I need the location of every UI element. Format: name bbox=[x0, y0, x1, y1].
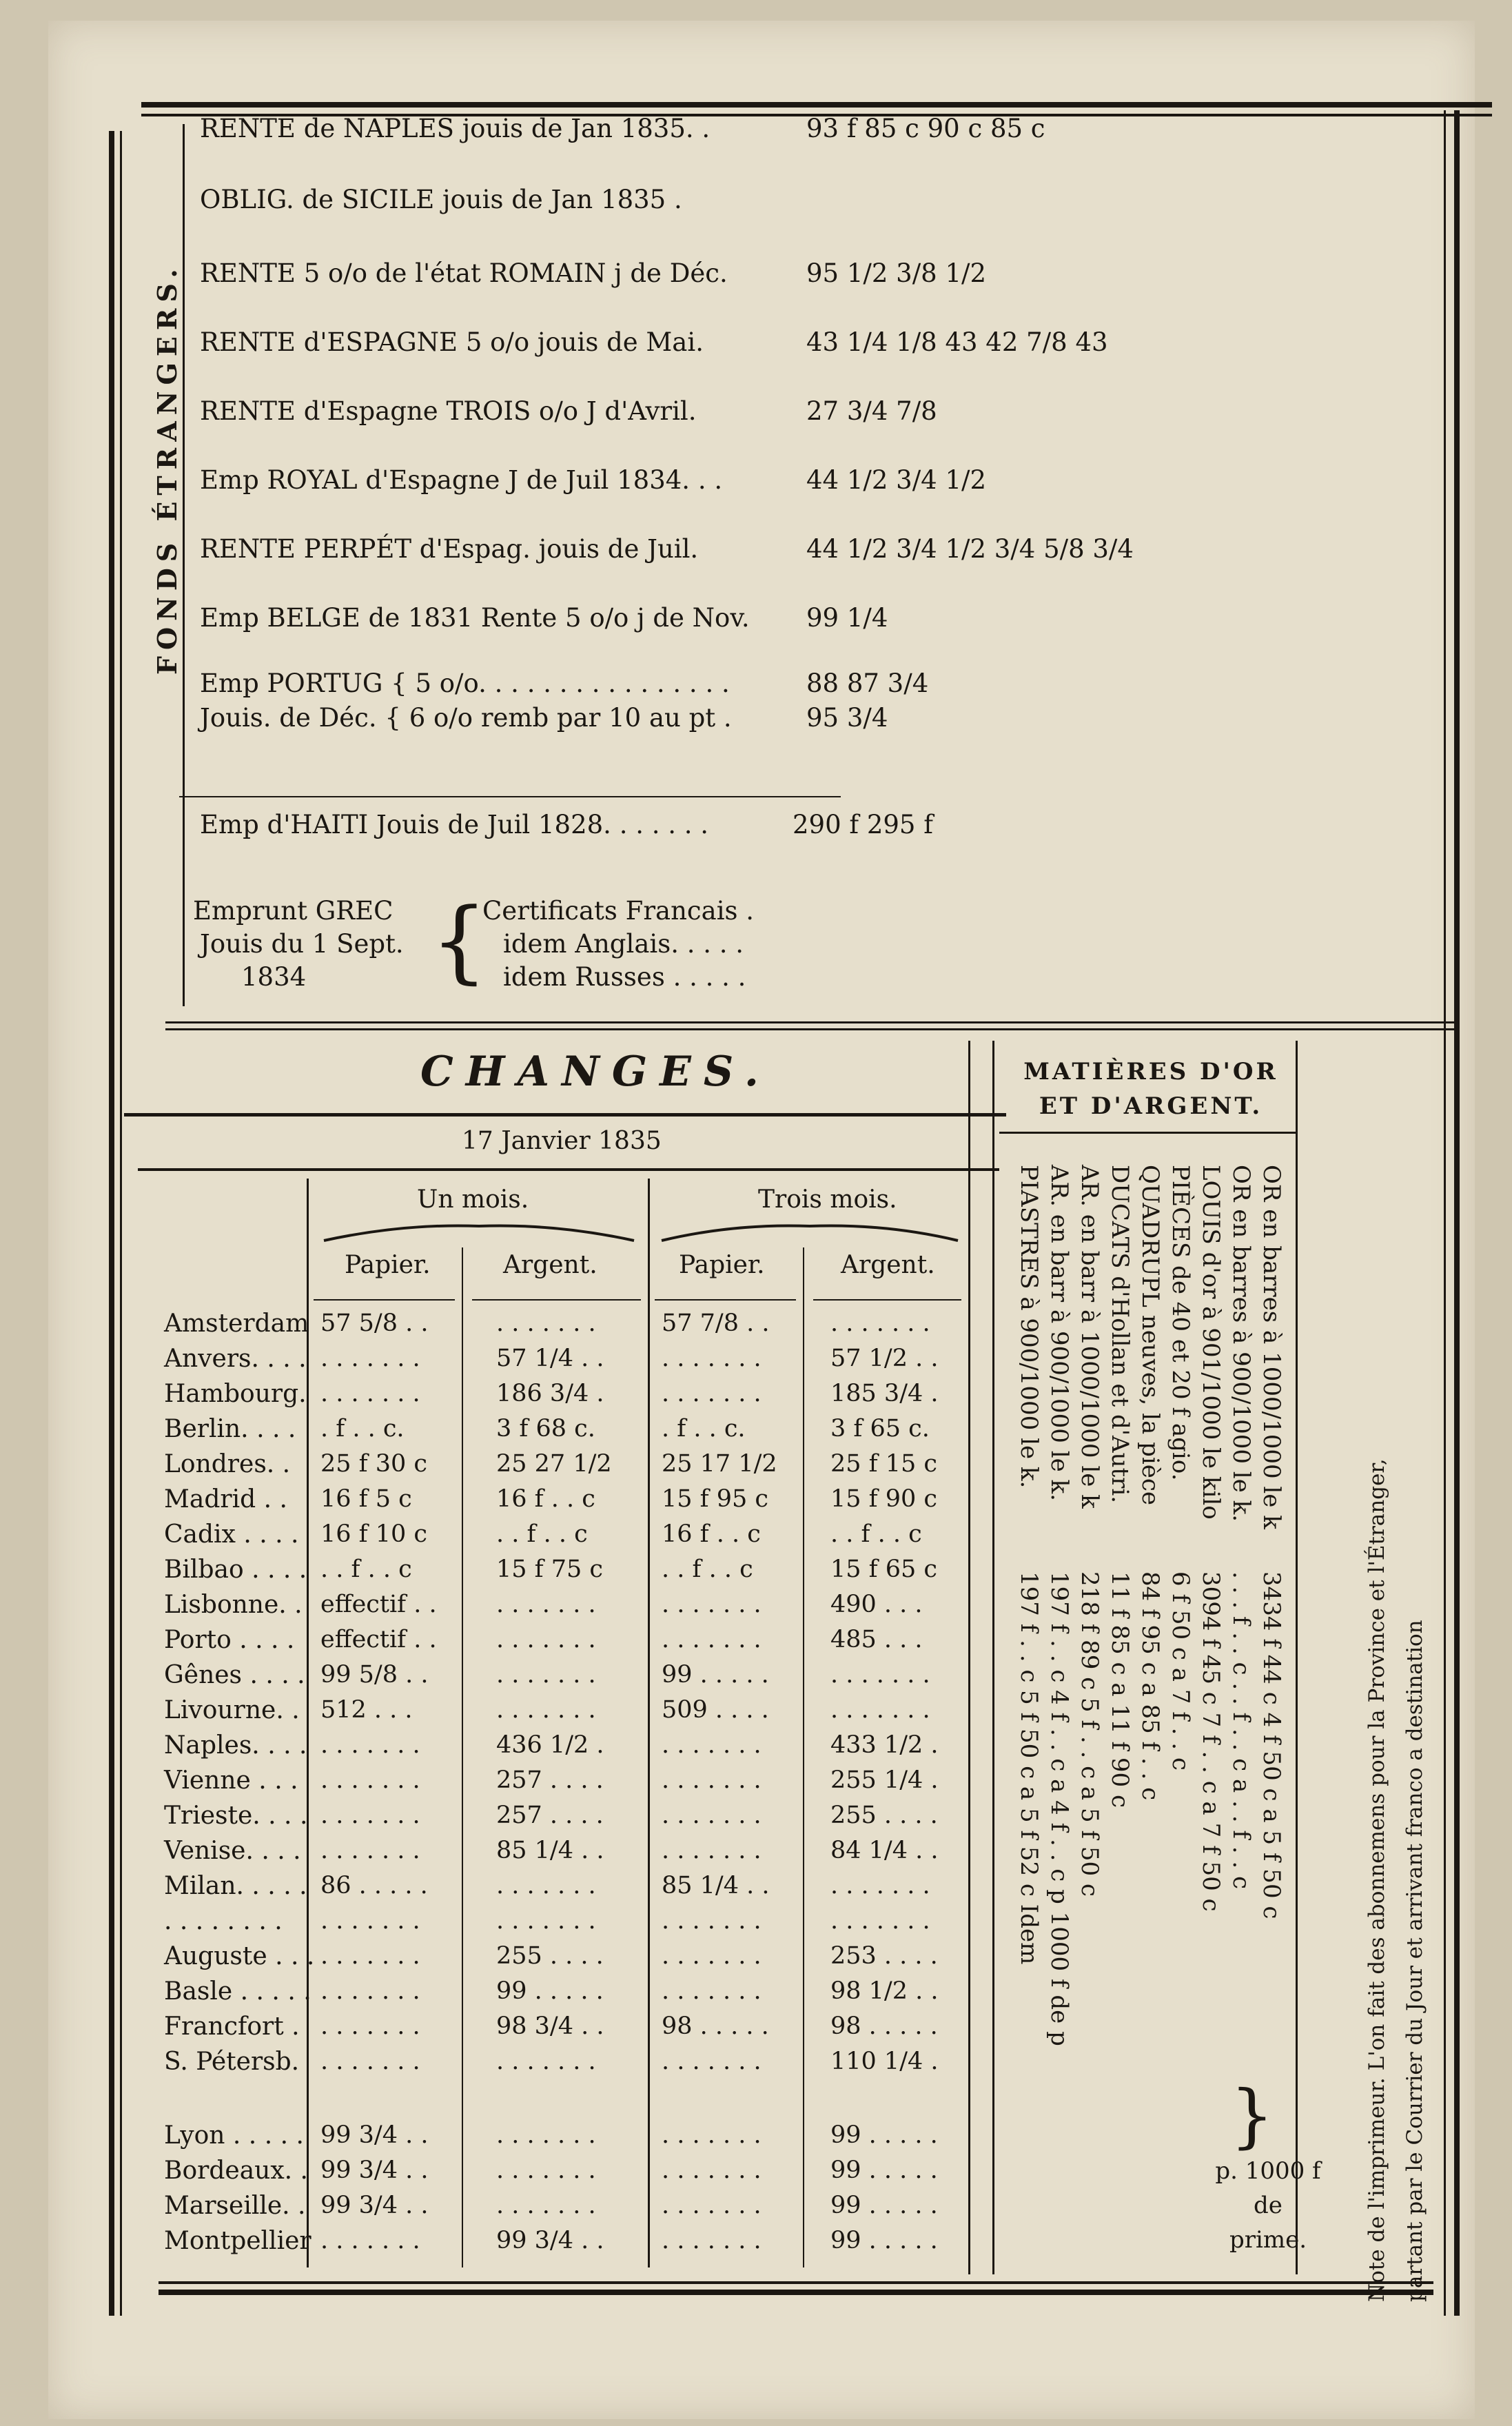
exchange-city: Milan. . . . . bbox=[164, 1872, 307, 1900]
exchange-city: Lisbonne. . bbox=[164, 1591, 303, 1619]
exchange-cell: effectif . . bbox=[320, 1591, 437, 1618]
matieres-title-1: MATIÈRES D'OR bbox=[1023, 1058, 1278, 1085]
exchange-city: Bordeaux. . bbox=[164, 2157, 308, 2185]
col-rule-7 bbox=[1296, 1041, 1298, 2274]
exchange-city: Vienne . . . bbox=[164, 1766, 298, 1795]
fonds-row-quote: 93 f 85 c 90 c 85 c bbox=[806, 114, 1045, 143]
exchange-cell: . . f . . c bbox=[830, 1520, 922, 1548]
exchange-cell: . . . . . . . bbox=[662, 2157, 762, 2184]
grec-item-3: idem Russes . . . . . bbox=[503, 962, 746, 992]
bottom-double-rule-b bbox=[159, 2290, 1433, 2295]
fonds-row-quote: 95 1/2 3/8 1/2 bbox=[806, 258, 987, 288]
exchange-cell: . . . . . . . bbox=[320, 1977, 420, 2005]
grec-line3: 1834 bbox=[241, 962, 307, 992]
exchange-cell: . . . . . . . bbox=[662, 1345, 762, 1372]
fonds-etrangers-label: FONDS ÉTRANGERS. bbox=[152, 263, 183, 675]
exchange-cell: 255 1/4 . bbox=[830, 1766, 939, 1794]
fonds-row-label: OBLIG. de SICILE jouis de Jan 1835 . bbox=[200, 185, 682, 214]
exchange-cell: 16 f 5 c bbox=[320, 1485, 412, 1513]
exchange-cell: 255 . . . . bbox=[496, 1942, 604, 1970]
matieres-title-rule bbox=[999, 1132, 1296, 1134]
grec-brace: { bbox=[431, 888, 488, 993]
exchange-cell: 15 f 90 c bbox=[830, 1485, 938, 1513]
exchange-city: Montpellier bbox=[164, 2227, 311, 2255]
exchange-cell: 85 1/4 . . bbox=[496, 1837, 604, 1864]
matiere-label: AR. en barr à 900/1000 le k. bbox=[1045, 1165, 1073, 1501]
exchange-cell: 99 5/8 . . bbox=[320, 1661, 429, 1689]
exchange-cell: 99 3/4 . . bbox=[320, 2157, 429, 2184]
exchange-cell: 25 27 1/2 bbox=[496, 1450, 612, 1478]
trois-mois-flourish-path bbox=[662, 1225, 958, 1241]
grec-item-2: idem Anglais. . . . . bbox=[503, 929, 744, 959]
exchange-cell: 257 . . . . bbox=[496, 1802, 604, 1829]
fonds-row-quote: 95 3/4 bbox=[806, 703, 888, 733]
papier-rule-1 bbox=[314, 1299, 455, 1301]
trois-mois-flourish bbox=[658, 1216, 961, 1244]
exchange-cell: . . . . . . . bbox=[830, 1907, 930, 1935]
exchange-cell: 185 3/4 . bbox=[830, 1380, 939, 1407]
exchange-cell: . . . . . . . bbox=[496, 1872, 596, 1899]
matiere-label: OR en barres à 900/1000 le k. bbox=[1227, 1165, 1255, 1522]
exchange-cell: 16 f . . c bbox=[496, 1485, 595, 1513]
exchange-cell: 99 3/4 . . bbox=[320, 2192, 429, 2219]
exchange-cell: 509 . . . . bbox=[662, 1696, 769, 1724]
argent-header-2: Argent. bbox=[841, 1251, 935, 1279]
exchange-cell: . . . . . . . bbox=[662, 1942, 762, 1970]
exchange-cell: . . . . . . . bbox=[320, 2227, 420, 2254]
exchange-city: Cadix . . . . bbox=[164, 1520, 299, 1549]
exchange-cell: 25 f 30 c bbox=[320, 1450, 428, 1478]
argent-rule-1 bbox=[472, 1299, 641, 1301]
exchange-cell: 25 f 15 c bbox=[830, 1450, 938, 1478]
matiere-value: 218 f 89 c 5 f . . c a 5 f 50 c bbox=[1076, 1571, 1103, 1897]
exchange-cell: 57 7/8 . . bbox=[662, 1309, 770, 1337]
exchange-cell: 15 f 95 c bbox=[662, 1485, 769, 1513]
fonds-row-quote: 43 1/4 1/8 43 42 7/8 43 bbox=[806, 327, 1108, 357]
exchange-cell: 99 3/4 . . bbox=[496, 2227, 604, 2254]
exchange-cell: . . . . . . . bbox=[320, 1837, 420, 1864]
exchange-cell: 99 . . . . . bbox=[830, 2227, 938, 2254]
exchange-cell: . . . . . . . bbox=[662, 1766, 762, 1794]
exchange-cell: 436 1/2 . bbox=[496, 1731, 604, 1759]
exchange-cell: 98 1/2 . . bbox=[830, 1977, 939, 2005]
exchange-cell: 99 . . . . . bbox=[496, 1977, 604, 2005]
exchange-cell: 86 . . . . . bbox=[320, 1872, 428, 1899]
exchange-cell: . . . . . . . bbox=[496, 1591, 596, 1618]
fonds-row-label: Emp ROYAL d'Espagne J de Juil 1834. . . bbox=[200, 465, 723, 495]
matiere-value: 3434 f 44 c 4 f 50 c a 5 f 50 c bbox=[1258, 1571, 1285, 1919]
papier-rule-2 bbox=[655, 1299, 796, 1301]
right-frame-rule-b bbox=[1444, 110, 1446, 2316]
grec-line2: Jouis du 1 Sept. bbox=[200, 929, 404, 959]
exchange-city: Francfort . bbox=[164, 2012, 300, 2041]
exchange-cell: 99 . . . . . bbox=[830, 2157, 938, 2184]
matiere-value: 84 f 95 c a 85 f . . c bbox=[1136, 1571, 1164, 1801]
exchange-cell: . . f . . c bbox=[496, 1520, 588, 1548]
exchange-cell: . . . . . . . bbox=[496, 2121, 596, 2149]
fonds-row-quote: 44 1/2 3/4 1/2 3/4 5/8 3/4 bbox=[806, 534, 1134, 564]
exchange-cell: . . . . . . . bbox=[320, 1345, 420, 1372]
trois-mois-header: Trois mois. bbox=[758, 1185, 897, 1214]
exchange-cell: 3 f 68 c. bbox=[496, 1415, 595, 1443]
papier-header-1: Papier. bbox=[345, 1251, 431, 1279]
changes-title: CHANGES. bbox=[420, 1048, 771, 1096]
exchange-city: Livourne. . bbox=[164, 1696, 300, 1724]
exchange-city: Auguste . . . bbox=[164, 1942, 315, 1970]
exchange-cell: 3 f 65 c. bbox=[830, 1415, 930, 1443]
exchange-cell: . . . . . . . bbox=[662, 2121, 762, 2149]
exchange-city: Gênes . . . . bbox=[164, 1661, 305, 1689]
exchange-city: Naples. . . . bbox=[164, 1731, 307, 1760]
matiere-label: OR en barres à 1000/1000 le k bbox=[1258, 1165, 1285, 1529]
exchange-city: Marseille. . bbox=[164, 2192, 306, 2220]
fonds-row-quote: 88 87 3/4 bbox=[806, 669, 929, 698]
papier-header-2: Papier. bbox=[679, 1251, 765, 1279]
exchange-cell: . . . . . . . bbox=[496, 2192, 596, 2219]
fonds-row-label: RENTE de NAPLES jouis de Jan 1835. . bbox=[200, 114, 711, 143]
fonds-row-label: RENTE PERPÉT d'Espag. jouis de Juil. bbox=[200, 534, 699, 564]
fonds-row-label: Jouis. de Déc. { 6 o/o remb par 10 au pt . bbox=[200, 703, 732, 733]
exchange-cell: 490 . . . bbox=[830, 1591, 923, 1618]
fonds-row-label: RENTE 5 o/o de l'état ROMAIN j de Déc. bbox=[200, 258, 728, 288]
exchange-cell: . . . . . . . bbox=[320, 1942, 420, 1970]
matiere-value: 197 f . . c 4 f . . c a 4 f . . c p 1000 f de p bbox=[1045, 1571, 1073, 2046]
exchange-cell: . . . . . . . bbox=[496, 1661, 596, 1689]
exchange-cell: 57 1/2 . . bbox=[830, 1345, 939, 1372]
exchange-city: Porto . . . . bbox=[164, 1626, 295, 1654]
argent-header-1: Argent. bbox=[503, 1251, 597, 1279]
exchange-cell: . . . . . . . bbox=[662, 2227, 762, 2254]
exchange-cell: 99 . . . . . bbox=[830, 2121, 938, 2149]
matiere-label: PIASTRES à 900/1000 le k. bbox=[1015, 1165, 1043, 1489]
exchange-cell: 512 . . . bbox=[320, 1696, 413, 1724]
prime-line2: de bbox=[1254, 2192, 1283, 2219]
exchange-cell: . . . . . . . bbox=[496, 1626, 596, 1653]
exchange-cell: . . f . . c bbox=[662, 1556, 753, 1583]
exchange-city: Amsterdam bbox=[164, 1309, 309, 1338]
fonds-row-quote: 44 1/2 3/4 1/2 bbox=[806, 465, 987, 495]
matiere-value: 6 f 50 c a 7 f . . c bbox=[1167, 1571, 1194, 1771]
exchange-cell: . f . . c. bbox=[320, 1415, 405, 1443]
date-rule bbox=[138, 1168, 999, 1171]
exchange-cell: 98 3/4 . . bbox=[496, 2012, 604, 2040]
exchange-city: Berlin. . . . bbox=[164, 1415, 296, 1443]
exchange-city: Londres. . bbox=[164, 1450, 291, 1478]
exchange-cell: . . . . . . . bbox=[830, 1309, 930, 1337]
haiti-top-rule bbox=[179, 796, 841, 797]
exchange-cell: . . . . . . . bbox=[496, 1907, 596, 1935]
left-frame-rule-b bbox=[120, 131, 122, 2316]
grec-line1: Emprunt GREC bbox=[193, 896, 394, 926]
fonds-row-quote: 27 3/4 7/8 bbox=[806, 396, 937, 426]
matiere-value: 197 f . . c 5 f 50 c a 5 f 52 c Idem bbox=[1015, 1571, 1043, 1965]
exchange-city: Bilbao . . . . bbox=[164, 1556, 307, 1584]
exchange-cell: 255 . . . . bbox=[830, 1802, 938, 1829]
exchange-city: Lyon . . . . . bbox=[164, 2121, 304, 2150]
exchange-cell: 25 17 1/2 bbox=[662, 1450, 777, 1478]
exchange-city: Anvers. . . . bbox=[164, 1345, 307, 1373]
matiere-value: . . . f . . c . . f . . c a . . f . . c bbox=[1227, 1571, 1255, 1889]
exchange-cell: . . f . . c bbox=[320, 1556, 412, 1583]
exchange-cell: . . . . . . . bbox=[496, 2157, 596, 2184]
exchange-cell: . . . . . . . bbox=[662, 1626, 762, 1653]
exchange-cell: . f . . c. bbox=[662, 1415, 746, 1443]
fonds-divider-rule bbox=[183, 124, 185, 1006]
exchange-cell: . . . . . . . bbox=[320, 1731, 420, 1759]
col-rule-4 bbox=[803, 1247, 804, 2267]
exchange-cell: 15 f 75 c bbox=[496, 1556, 604, 1583]
fonds-row-label: Emp d'HAITI Jouis de Juil 1828. . . . . . . bbox=[200, 810, 709, 839]
prime-brace: } bbox=[1230, 2075, 1274, 2156]
fonds-row-label: Emp BELGE de 1831 Rente 5 o/o j de Nov. bbox=[200, 603, 750, 633]
exchange-cell: 16 f . . c bbox=[662, 1520, 761, 1548]
changes-title-rule bbox=[124, 1113, 1006, 1117]
matiere-label: LOUIS d'or à 901/1000 le kilo bbox=[1197, 1165, 1225, 1520]
right-frame-rule-a bbox=[1454, 110, 1460, 2316]
note-line-2: partant par le Courrier du Jour et arrivant franco a destination bbox=[1402, 1620, 1427, 2302]
fonds-row-label: RENTE d'ESPAGNE 5 o/o jouis de Mai. bbox=[200, 327, 704, 357]
exchange-cell: . . . . . . . bbox=[662, 1907, 762, 1935]
exchange-cell: . . . . . . . bbox=[662, 1977, 762, 2005]
exchange-cell: effectif . . bbox=[320, 1626, 437, 1653]
exchange-cell: . . . . . . . bbox=[662, 1380, 762, 1407]
col-rule-1 bbox=[307, 1179, 309, 2267]
exchange-city: Venise. . . . bbox=[164, 1837, 301, 1865]
exchange-cell: . . . . . . . bbox=[662, 1731, 762, 1759]
exchange-cell: . . . . . . . bbox=[496, 2048, 596, 2075]
matiere-label: DUCATS d'Hollan et d'Autri. bbox=[1106, 1165, 1134, 1504]
fonds-row-quote: 290 f 295 f bbox=[793, 810, 933, 839]
exchange-cell: 16 f 10 c bbox=[320, 1520, 428, 1548]
exchange-cell: . . . . . . . bbox=[320, 1380, 420, 1407]
exchange-cell: 485 . . . bbox=[830, 1626, 923, 1653]
exchange-cell: . . . . . . . bbox=[320, 1907, 420, 1935]
exchange-cell: . . . . . . . bbox=[662, 1591, 762, 1618]
changes-date: 17 Janvier 1835 bbox=[462, 1127, 662, 1155]
matieres-title-2: ET D'ARGENT. bbox=[1039, 1092, 1263, 1120]
col-rule-5 bbox=[968, 1041, 970, 2274]
exchange-cell: . . . . . . . bbox=[830, 1696, 930, 1724]
exchange-cell: . . . . . . . bbox=[662, 2192, 762, 2219]
exchange-cell: 57 5/8 . . bbox=[320, 1309, 429, 1337]
matiere-value: 3094 f 45 c 7 f . . c a 7 f 50 c bbox=[1197, 1571, 1225, 1912]
exchange-cell: . . . . . . . bbox=[320, 2048, 420, 2075]
exchange-cell: . . . . . . . bbox=[662, 1837, 762, 1864]
changes-top-rule-a bbox=[165, 1021, 1454, 1023]
exchange-city: . . . . . . . . bbox=[164, 1907, 283, 1935]
exchange-cell: . . . . . . . bbox=[662, 2048, 762, 2075]
col-rule-6 bbox=[992, 1041, 994, 2274]
exchange-cell: 85 1/4 . . bbox=[662, 1872, 770, 1899]
exchange-cell: . . . . . . . bbox=[496, 1696, 596, 1724]
exchange-cell: 433 1/2 . bbox=[830, 1731, 939, 1759]
exchange-city: Trieste. . . . bbox=[164, 1802, 308, 1830]
exchange-cell: . . . . . . . bbox=[320, 1802, 420, 1829]
matiere-value: 11 f 85 c a 11 f 90 c bbox=[1106, 1571, 1134, 1808]
un-mois-flourish bbox=[320, 1216, 637, 1244]
exchange-cell: 257 . . . . bbox=[496, 1766, 604, 1794]
col-rule-2 bbox=[462, 1247, 463, 2267]
top-double-rule-a bbox=[141, 102, 1492, 108]
exchange-cell: 98 . . . . . bbox=[830, 2012, 938, 2040]
exchange-cell: 253 . . . . bbox=[830, 1942, 938, 1970]
changes-top-rule-b bbox=[165, 1028, 1454, 1030]
un-mois-flourish-path bbox=[324, 1225, 634, 1241]
newspaper-page bbox=[48, 21, 1475, 2419]
prime-line3: prime. bbox=[1229, 2226, 1307, 2254]
exchange-cell: 57 1/4 . . bbox=[496, 1345, 604, 1372]
argent-rule-2 bbox=[813, 1299, 961, 1301]
exchange-cell: 84 1/4 . . bbox=[830, 1837, 939, 1864]
bottom-double-rule-a bbox=[159, 2281, 1433, 2284]
exchange-cell: . . . . . . . bbox=[830, 1872, 930, 1899]
exchange-cell: 98 . . . . . bbox=[662, 2012, 769, 2040]
exchange-cell: . . . . . . . bbox=[320, 2012, 420, 2040]
exchange-cell: . . . . . . . bbox=[662, 1802, 762, 1829]
exchange-cell: 186 3/4 . bbox=[496, 1380, 604, 1407]
exchange-cell: 110 1/4 . bbox=[830, 2048, 939, 2075]
col-rule-3 bbox=[648, 1179, 650, 2267]
exchange-cell: 99 3/4 . . bbox=[320, 2121, 429, 2149]
fonds-row-label: RENTE d'Espagne TROIS o/o J d'Avril. bbox=[200, 396, 697, 426]
matiere-label: AR. en barr à 1000/1000 le k bbox=[1076, 1165, 1103, 1509]
prime-line1: p. 1000 f bbox=[1215, 2157, 1321, 2185]
un-mois-header: Un mois. bbox=[417, 1185, 529, 1214]
exchange-cell: 99 . . . . . bbox=[662, 1661, 769, 1689]
fonds-row-quote: 99 1/4 bbox=[806, 603, 888, 633]
exchange-city: Basle . . . . . bbox=[164, 1977, 311, 2006]
grec-item-1: Certificats Francais . bbox=[482, 896, 755, 926]
exchange-cell: 15 f 65 c bbox=[830, 1556, 938, 1583]
exchange-cell: . . . . . . . bbox=[830, 1661, 930, 1689]
exchange-cell: 99 . . . . . bbox=[830, 2192, 938, 2219]
exchange-cell: . . . . . . . bbox=[496, 1309, 596, 1337]
left-frame-rule-a bbox=[109, 131, 114, 2316]
exchange-city: S. Pétersb. bbox=[164, 2048, 300, 2076]
matiere-label: PIÈCES de 40 et 20 f agio. bbox=[1167, 1165, 1194, 1481]
exchange-city: Hambourg. bbox=[164, 1380, 307, 1408]
fonds-row-label: Emp PORTUG { 5 o/o. . . . . . . . . . . . . . . . bbox=[200, 669, 730, 698]
exchange-cell: . . . . . . . bbox=[320, 1766, 420, 1794]
note-line-1: Note de l'imprimeur. L'on fait des abonnemens pour la Province et l'Étranger, bbox=[1365, 1458, 1389, 2302]
exchange-city: Madrid . . bbox=[164, 1485, 287, 1513]
matiere-label: QUADRUPL neuves, la pièce bbox=[1136, 1165, 1164, 1505]
